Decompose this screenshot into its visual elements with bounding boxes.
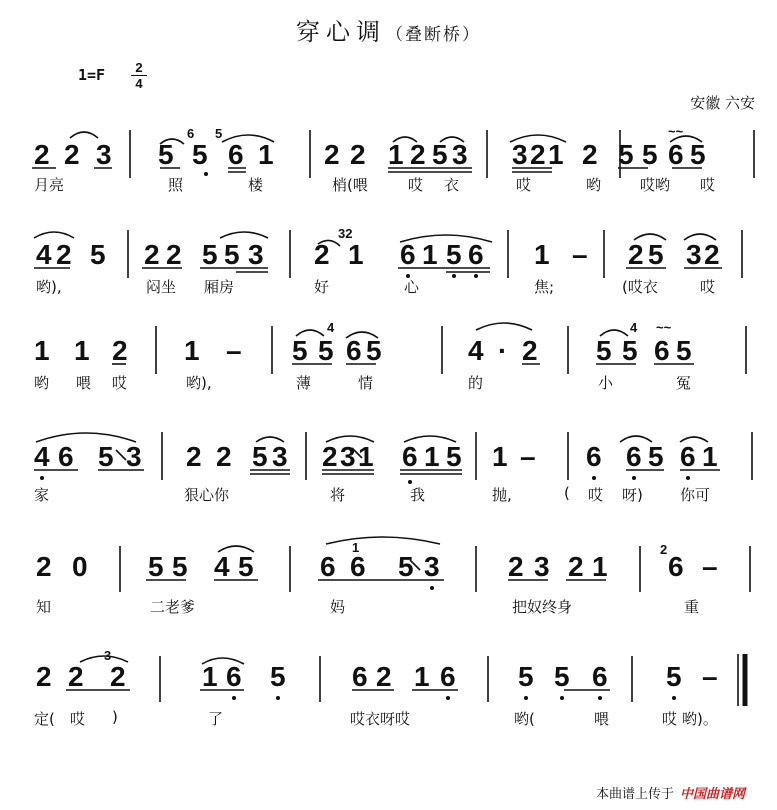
svg-text:5: 5 [224, 239, 240, 270]
lyric: 狠心你 [184, 486, 230, 504]
lyric: 哎 [408, 176, 424, 194]
svg-text:1: 1 [414, 661, 430, 692]
svg-text:3: 3 [534, 551, 550, 582]
lyric: 哎 [588, 486, 604, 504]
lyric: 哟), [36, 278, 62, 296]
lyric: 把奴终身 [512, 598, 573, 616]
lyric-line-1 [0, 174, 777, 204]
svg-text:2: 2 [34, 139, 50, 170]
svg-text:5: 5 [158, 139, 174, 170]
svg-text:1: 1 [534, 239, 550, 270]
svg-text:3: 3 [104, 648, 112, 663]
svg-text:5: 5 [446, 441, 462, 472]
lyric: 哎衣呀哎 [350, 710, 411, 728]
lyric: 梢(喂 [332, 176, 368, 194]
lyric: 重 [684, 598, 700, 616]
svg-text:–: – [572, 239, 588, 270]
lyric: 冤 [676, 374, 692, 392]
time-denominator: 4 [131, 75, 147, 91]
svg-text:6: 6 [626, 441, 642, 472]
lyric-line-6 [0, 708, 777, 738]
svg-text:2: 2 [112, 335, 128, 366]
svg-text:1: 1 [348, 239, 364, 270]
lyric: 哟), [186, 374, 212, 392]
upload-note: 本曲谱上传于 [595, 787, 674, 802]
lyric: 呀) [622, 486, 643, 504]
svg-text:5: 5 [596, 335, 612, 366]
lyric: 你可 [680, 486, 711, 504]
svg-text:5: 5 [270, 661, 286, 692]
svg-text:1: 1 [422, 239, 438, 270]
lyric: 喂 [594, 710, 610, 728]
svg-text:5: 5 [366, 335, 382, 366]
svg-text:6: 6 [320, 551, 336, 582]
svg-text:2: 2 [582, 139, 598, 170]
svg-text:5: 5 [148, 551, 164, 582]
svg-text:6: 6 [468, 239, 484, 270]
svg-text:5: 5 [622, 335, 638, 366]
svg-text:5: 5 [446, 239, 462, 270]
lyric: 薄 [296, 374, 312, 392]
svg-text:2: 2 [36, 551, 52, 582]
svg-text:3: 3 [96, 139, 112, 170]
svg-text:1: 1 [388, 139, 404, 170]
svg-text:4: 4 [36, 239, 52, 270]
svg-text:5: 5 [432, 139, 448, 170]
svg-text:1: 1 [492, 441, 508, 472]
svg-text:2: 2 [36, 661, 52, 692]
lyric: 哎 [662, 710, 678, 728]
lyric: 哎 [70, 710, 86, 728]
svg-text:1: 1 [548, 139, 564, 170]
lyric: 心 [404, 278, 420, 296]
lyric-line-3 [0, 372, 777, 402]
lyric: 焦; [534, 278, 555, 296]
svg-text:6: 6 [350, 551, 366, 582]
svg-text:2: 2 [530, 139, 546, 170]
lyric: 厢房 [204, 278, 235, 296]
svg-text:6: 6 [586, 441, 602, 472]
svg-text:1: 1 [702, 441, 718, 472]
svg-text:6: 6 [654, 335, 670, 366]
svg-text:6: 6 [352, 661, 368, 692]
svg-text:5: 5 [642, 139, 658, 170]
time-signature [131, 60, 147, 91]
svg-text:3: 3 [424, 551, 440, 582]
lyric: 哎 [516, 176, 532, 194]
lyric-line-4 [0, 484, 777, 514]
svg-text:5: 5 [398, 551, 414, 582]
svg-text:–: – [520, 441, 536, 472]
lyric: 的 [468, 374, 484, 392]
svg-text:5: 5 [202, 239, 218, 270]
svg-text:5: 5 [90, 239, 106, 270]
svg-text:6: 6 [402, 441, 418, 472]
svg-text:6: 6 [228, 139, 244, 170]
svg-text:3: 3 [452, 139, 468, 170]
svg-text:5: 5 [318, 335, 334, 366]
score-title [0, 12, 777, 47]
svg-text:4: 4 [34, 441, 50, 472]
music-system-6 [0, 644, 777, 779]
svg-text:2: 2 [56, 239, 72, 270]
svg-text:5: 5 [618, 139, 634, 170]
svg-text:2: 2 [522, 335, 538, 366]
lyric: 知 [36, 598, 52, 616]
lyric: 家 [34, 486, 50, 504]
lyric: ( [564, 484, 570, 502]
svg-text:2: 2 [376, 661, 392, 692]
lyric: 定( [34, 710, 55, 728]
svg-text:5: 5 [292, 335, 308, 366]
lyric: 好 [314, 278, 330, 296]
svg-text:2: 2 [216, 441, 232, 472]
svg-text:1: 1 [592, 551, 608, 582]
svg-text:6: 6 [680, 441, 696, 472]
svg-text:1: 1 [358, 441, 374, 472]
svg-text:2: 2 [314, 239, 330, 270]
svg-text:·: · [498, 335, 508, 366]
svg-text:2: 2 [64, 139, 80, 170]
lyric: 衣 [444, 176, 460, 194]
lyric: 月亮 [34, 176, 65, 194]
svg-text:1: 1 [258, 139, 274, 170]
svg-text:4: 4 [214, 551, 230, 582]
svg-text:6: 6 [668, 551, 684, 582]
svg-text:3: 3 [340, 441, 356, 472]
svg-text:5: 5 [172, 551, 188, 582]
svg-text:4: 4 [630, 320, 638, 335]
svg-text:6: 6 [58, 441, 74, 472]
svg-text:3: 3 [686, 239, 702, 270]
svg-text:5: 5 [648, 441, 664, 472]
lyric: 哟( [514, 710, 535, 728]
svg-text:1: 1 [74, 335, 90, 366]
lyric: 哟)。 [682, 710, 718, 728]
lyric: 情 [358, 374, 374, 392]
svg-text:2: 2 [508, 551, 524, 582]
lyric: 了 [208, 710, 224, 728]
svg-text:2: 2 [660, 542, 668, 557]
svg-text:1: 1 [202, 661, 218, 692]
svg-text:6: 6 [400, 239, 416, 270]
svg-text:2: 2 [628, 239, 644, 270]
svg-text:2: 2 [68, 661, 84, 692]
svg-text:2: 2 [324, 139, 340, 170]
svg-text:1: 1 [34, 335, 50, 366]
site-footer [596, 783, 745, 802]
lyric-line-2 [0, 276, 777, 306]
svg-text:32: 32 [338, 226, 353, 241]
svg-text:5: 5 [676, 335, 692, 366]
svg-text:5: 5 [98, 441, 114, 472]
svg-text:–: – [702, 661, 718, 692]
lyric: (哎衣 [622, 278, 658, 296]
svg-text:1: 1 [184, 335, 200, 366]
svg-text:6: 6 [440, 661, 456, 692]
svg-text:5: 5 [215, 126, 223, 141]
svg-text:2: 2 [144, 239, 160, 270]
lyric: 抛, [492, 486, 512, 504]
lyric: 哟 [586, 176, 602, 194]
time-numerator: 2 [135, 60, 143, 75]
svg-text:2: 2 [186, 441, 202, 472]
svg-text:3: 3 [272, 441, 288, 472]
svg-text:6: 6 [346, 335, 362, 366]
lyric-line-5 [0, 596, 777, 626]
svg-text:4: 4 [327, 320, 335, 335]
svg-text:5: 5 [554, 661, 570, 692]
svg-text:–: – [226, 335, 242, 366]
svg-text:5: 5 [238, 551, 254, 582]
lyric: 哎 [700, 278, 716, 296]
lyric: 二老爹 [150, 598, 196, 616]
lyric: 哎 [700, 176, 716, 194]
svg-text:5: 5 [518, 661, 534, 692]
lyric: 哟 [34, 374, 50, 392]
svg-text:3: 3 [126, 441, 142, 472]
subtitle-text: （叠断桥） [386, 25, 481, 45]
lyric: 照 [168, 176, 184, 194]
site-logo[interactable]: 中国曲谱网 [679, 786, 745, 801]
svg-text:2: 2 [322, 441, 338, 472]
svg-text:~~: ~~ [656, 320, 672, 335]
svg-text:5: 5 [648, 239, 664, 270]
svg-text:3: 3 [512, 139, 528, 170]
svg-text:3: 3 [248, 239, 264, 270]
svg-text:6: 6 [592, 661, 608, 692]
lyric: 妈 [330, 598, 346, 616]
svg-text:0: 0 [72, 551, 88, 582]
svg-text:5: 5 [192, 139, 208, 170]
lyric: 闷坐 [146, 278, 177, 296]
region-label: 安徽 六安 [690, 94, 755, 112]
svg-text:6: 6 [226, 661, 242, 692]
svg-text:2: 2 [110, 661, 126, 692]
svg-text:2: 2 [410, 139, 426, 170]
lyric: 楼 [248, 176, 264, 194]
svg-text:6: 6 [668, 139, 684, 170]
svg-text:1: 1 [352, 540, 360, 555]
lyric: 我 [410, 486, 426, 504]
svg-text:–: – [702, 551, 718, 582]
svg-text:2: 2 [704, 239, 720, 270]
key-signature: 1=F [78, 66, 106, 84]
svg-text:2: 2 [568, 551, 584, 582]
lyric: 将 [330, 486, 346, 504]
svg-text:5: 5 [666, 661, 682, 692]
svg-text:6: 6 [187, 126, 195, 141]
lyric: 喂 [76, 374, 92, 392]
lyric: ) [112, 708, 118, 726]
svg-text:5: 5 [690, 139, 706, 170]
svg-text:~~: ~~ [668, 124, 684, 139]
lyric: 小 [598, 374, 614, 392]
lyric: 哎 [112, 374, 128, 392]
svg-text:4: 4 [468, 335, 484, 366]
title-text: 穿心调 [296, 18, 386, 46]
svg-text:2: 2 [166, 239, 182, 270]
svg-text:5: 5 [252, 441, 268, 472]
svg-text:1: 1 [424, 441, 440, 472]
lyric: 哎哟 [640, 176, 671, 194]
svg-text:2: 2 [350, 139, 366, 170]
